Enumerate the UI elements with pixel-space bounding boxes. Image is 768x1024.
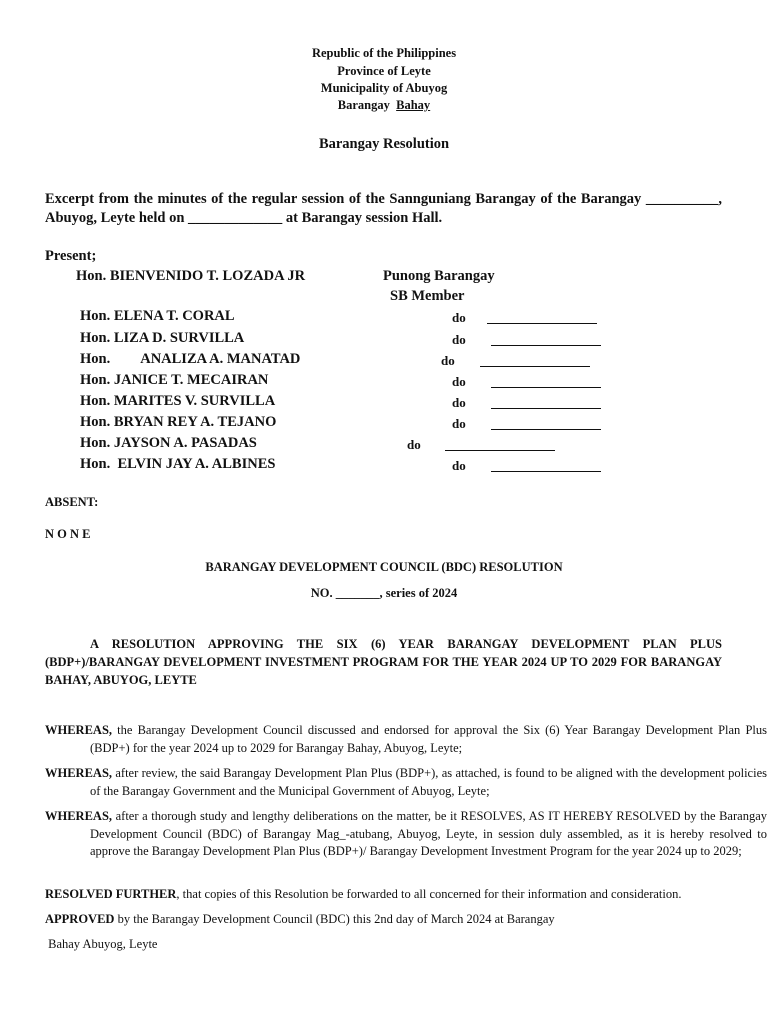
member-role: do	[407, 437, 421, 452]
excerpt-line-1: Excerpt from the minutes of the regular session of the Sannguniang Barangay of the Barangay __________,	[45, 191, 722, 207]
signature-line	[445, 438, 555, 456]
member-role: do	[452, 332, 466, 347]
bdc-title: BARANGAY DEVELOPMENT COUNCIL (BDC) RESOLUTION	[205, 560, 563, 574]
closing-line: Bahay Abuyog, Leyte	[45, 937, 158, 951]
signature-line	[491, 417, 601, 435]
signature-line	[491, 333, 601, 351]
member-role: do	[452, 395, 466, 410]
member-role: do	[452, 458, 466, 473]
bdc-number: NO. _______, series of 2024	[310, 586, 458, 600]
punong-name: Hon. BIENVENIDO T. LOZADA JR	[76, 268, 306, 284]
whereas-clause: WHEREAS, after a thorough study and lengthy deliberations on the matter, be it RESOLVES, AS IT HEREBY RESOLVED by the Barangay Development Council (BDC) of Barangay Mag_-atubang, Abuyog, Leyte, in session duly assembled, as it is hereby resolved to approve the Barangay Development Plan Plus (BDP+)/ Barangay Development Investment Program for the year 2024 up to 2029;	[45, 809, 767, 858]
signature-line	[487, 311, 597, 329]
signature-line	[491, 375, 601, 393]
present-label: Present;	[45, 248, 97, 264]
approved-line: APPROVED by the Barangay Development Council (BDC) this 2nd day of March 2024 at Barangay	[45, 912, 555, 926]
header-barangay-name: Bahay	[396, 98, 431, 112]
member-name: Hon. ANALIZA A. MANATAD	[80, 351, 301, 367]
signature-line	[491, 459, 601, 477]
excerpt-line-2: Abuyog, Leyte held on _____________ at Barangay session Hall.	[45, 210, 443, 226]
header-province: Province of Leyte	[337, 64, 431, 78]
member-name: Hon. ELVIN JAY A. ALBINES	[80, 456, 276, 472]
header-barangay	[0, 98, 768, 113]
member-name: Hon. ELENA T. CORAL	[80, 308, 235, 324]
member-role: do	[441, 353, 455, 368]
punong-title: Punong Barangay	[383, 268, 495, 284]
header-barangay-prefix: Barangay	[337, 98, 390, 112]
resolution-title: A RESOLUTION APPROVING THE SIX (6) YEAR BARANGAY DEVELOPMENT PLAN PLUS (BDP+)/BARANGAY DEVELOPMENT INVESTMENT PROGRAM FOR THE YEAR 2024 UP TO 2029 FOR BARANGAY BAHAY, ABUYOG, LEYTE	[45, 637, 722, 687]
member-role: do	[452, 374, 466, 389]
member-role: do	[452, 416, 466, 431]
doc-title: Barangay Resolution	[318, 136, 450, 152]
member-name: Hon. JANICE T. MECAIRAN	[80, 372, 269, 388]
header-municipality: Municipality of Abuyog	[320, 81, 448, 95]
signature-line	[480, 354, 590, 372]
resolved-further: RESOLVED FURTHER, that copies of this Resolution be forwarded to all concerned for their information and consideration.	[45, 887, 682, 901]
member-name: Hon. BRYAN REY A. TEJANO	[80, 414, 277, 430]
whereas-clause: WHEREAS, after review, the said Barangay Development Plan Plus (BDP+), as attached, is found to be aligned with the development policies of the Barangay Government and the Municipal Government of Abuyog, Leyte;	[45, 766, 767, 798]
sb-member-label: SB Member	[390, 288, 465, 304]
member-name: Hon. MARITES V. SURVILLA	[80, 393, 276, 409]
member-name: Hon. LIZA D. SURVILLA	[80, 330, 245, 346]
whereas-clause: WHEREAS, the Barangay Development Council discussed and endorsed for approval the Six (6) Year Barangay Development Plan Plus (BDP+) for the year 2024 up to 2029 for Barangay Bahay, Abuyog, Leyte;	[45, 723, 767, 755]
member-name: Hon. JAYSON A. PASADAS	[80, 435, 257, 451]
absent-value: N O N E	[45, 527, 91, 541]
absent-label: ABSENT:	[45, 495, 99, 509]
header-republic: Republic of the Philippines	[311, 46, 457, 60]
signature-line	[491, 396, 601, 414]
member-role: do	[452, 310, 466, 325]
